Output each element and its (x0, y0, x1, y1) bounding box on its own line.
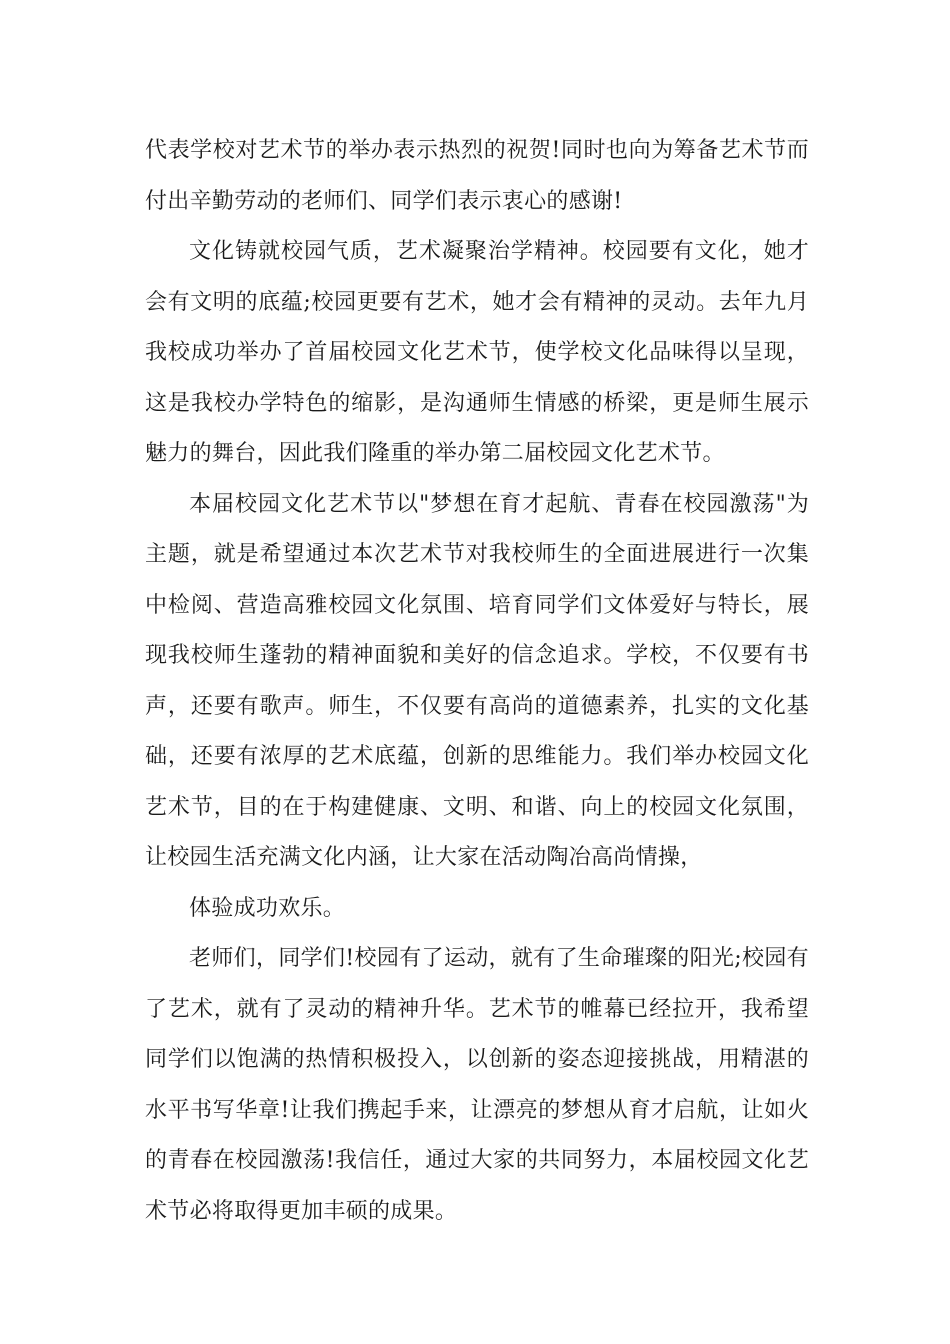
paragraph-1: 代表学校对艺术节的举办表示热烈的祝贺!同时也向为筹备艺术节而付出辛勤劳动的老师们、同学们表示衷心的感谢! (145, 138, 809, 214)
paragraph-4: 体验成功欢乐。 (189, 895, 346, 921)
paragraph-3: 本届校园文化艺术节以"梦想在育才起航、青春在校园激荡"为主题，就是希望通过本次艺术节对我校师生的全面进展进行一次集中检阅、营造高雅校园文化氛围、培育同学们文体爱好与特长，展现我校师生蓬勃的精神面貌和美好的信念追求。学校，不仅要有书声，还要有歌声。师生，不仅要有高尚的道德素养，扎实的文化基础，还要有浓厚的艺术底蕴，创新的思维能力。我们举办校园文化艺术节，目的在于构建健康、文明、和谐、向上的校园文化氛围，让校园生活充满文化内涵，让大家在活动陶冶高尚情操， (145, 491, 809, 870)
document-body (145, 126, 809, 1237)
paragraph-5: 老师们，同学们!校园有了运动，就有了生命璀璨的阳光;校园有了艺术，就有了灵动的精神升华。艺术节的帷幕已经拉开，我希望同学们以饱满的热情积极投入，以创新的姿态迎接挑战，用精湛的水平书写华章!让我们携起手来，让漂亮的梦想从育才启航，让如火的青春在校园激荡!我信任，通过大家的共同努力，本届校园文化艺术节必将取得更加丰硕的成果。 (145, 946, 809, 1224)
paragraph-2: 文化铸就校园气质，艺术凝聚治学精神。校园要有文化，她才会有文明的底蕴;校园更要有艺术，她才会有精神的灵动。去年九月我校成功举办了首届校园文化艺术节，使学校文化品味得以呈现，这是我校办学特色的缩影，是沟通师生情感的桥梁，更是师生展示魅力的舞台，因此我们隆重的举办第二届校园文化艺术节。 (145, 239, 809, 466)
